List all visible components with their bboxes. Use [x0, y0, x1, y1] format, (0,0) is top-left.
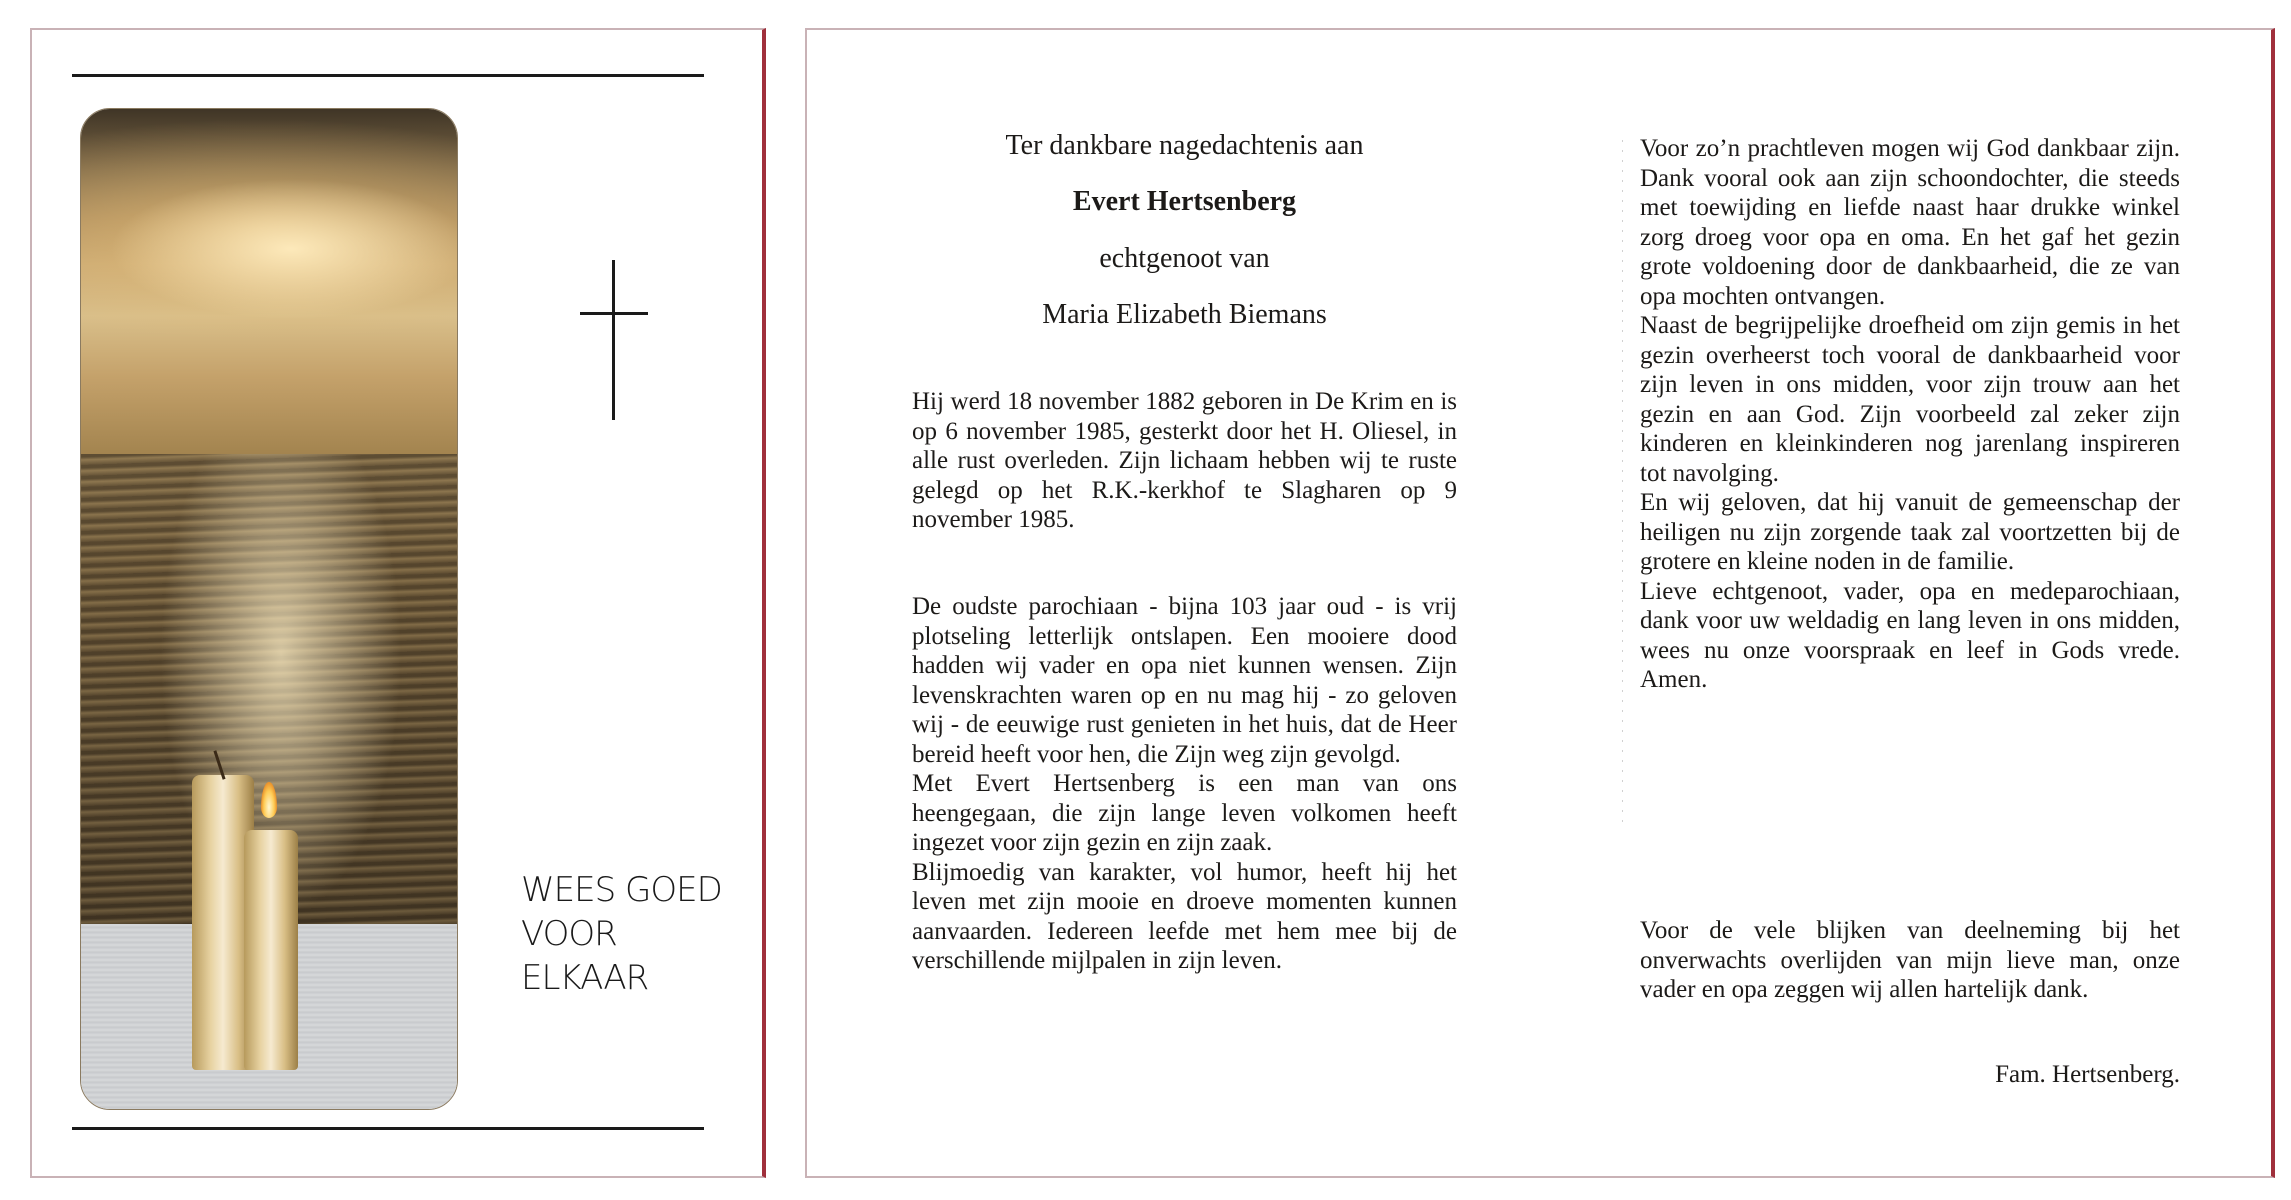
gratitude-paragraph-3: En wij geloven, dat hij vanuit de gemeenschap der heiligen nu zijn zorgende taak zal voortzetten bij de grotere en kleine noden in de familie. — [1640, 489, 2180, 575]
thanks-text: Voor de vele blijken van deelneming bij het onverwachts overlijden van mijn lieve man, onze vader en opa zeggen wij allen hartelijk dank. — [1640, 917, 2180, 1003]
dedication-line: Ter dankbare nagedachtenis aan — [1005, 130, 1364, 161]
memorial-card-front — [30, 28, 766, 1178]
gratitude-paragraph-4: Lieve echtgenoot, vader, opa en medeparochiaan, dank voor uw weldadig en lang leven in ons midden, wees nu onze voorspraak en leef in Gods vrede. Amen. — [1640, 577, 2180, 693]
motto-line-2: VOOR — [521, 914, 617, 954]
spouse-relation: echtgenoot van — [1099, 243, 1270, 274]
biography-paragraph — [912, 387, 1457, 535]
tribute-paragraph-1: De oudste parochiaan - bijna 103 jaar oud - is vrij plotseling letterlijk ontslapen. Een mooiere dood hadden wij vader en opa niet kunnen wensen. Zijn levenskrachten waren op en nu mag hij - zo geloven wij - de eeuwige rust genieten in het huis, dat de Heer bereid heeft voor hen, die Zijn weg zijn gevolgd. — [912, 593, 1457, 768]
small-candle-icon — [244, 830, 298, 1070]
deceased-name: Evert Hertsenberg — [1072, 186, 1297, 217]
cross-icon-bar — [580, 312, 648, 315]
tribute-paragraph-2: Met Evert Hertsenberg is een man van ons heengegaan, die zijn lange leven volkomen heeft ingezet voor zijn gezin en zijn zaak. — [912, 770, 1457, 856]
motto-line-3: ELKAAR — [521, 958, 649, 998]
column-divider — [1622, 140, 1623, 830]
gratitude-text — [1640, 134, 2180, 695]
family-signature: Fam. Hertsenberg. — [1995, 1061, 2180, 1088]
cross-icon — [612, 260, 615, 420]
tribute-paragraph-3: Blijmoedig van karakter, vol humor, heeft hij het leven met zijn mooie en droeve momenten kunnen aanvaarden. Iedereen leefde met hem mee bij de verschillende mijlpalen in zijn leven. — [912, 858, 1457, 974]
thanks-note — [1640, 916, 2180, 1005]
tribute-text — [912, 592, 1457, 976]
gratitude-paragraph-2: Naast de begrijpelijke droefheid om zijn gemis in het gezin overheerst toch vooral de dankbaarheid voor zijn leven in ons midden, voor zijn trouw aan het gezin en aan God. Zijn voorbeeld zal zeker zijn kinderen en kleinkinderen nog jarenlang inspireren tot navolging. — [1640, 312, 2180, 487]
gratitude-paragraph-1: Voor zo’n prachtleven mogen wij God dankbaar zijn. Dank vooral ook aan zijn schoondochter, die steeds met toewijding en liefde naast haar drukke winkel zorg droeg voor opa en oma. En het gaf het gezin grote voldoening door de dankbaarheid, die ze van opa mochten ontvangen. — [1640, 135, 2180, 310]
motto — [521, 868, 781, 1000]
bottom-rule — [72, 1127, 704, 1130]
spouse-name: Maria Elizabeth Biemans — [1042, 299, 1327, 330]
top-rule — [72, 74, 704, 77]
birth-death-text: Hij werd 18 november 1882 geboren in De Krim en is op 6 november 1985, gesterkt door het H. Oliesel, in alle rust overleden. Zijn lichaam hebben wij te ruste gelegd op het R.K.-kerkhof te Slagharen op 9 november 1985. — [912, 388, 1457, 533]
sunset-sky — [81, 109, 457, 454]
motto-line-1: WEES GOED — [521, 870, 722, 910]
